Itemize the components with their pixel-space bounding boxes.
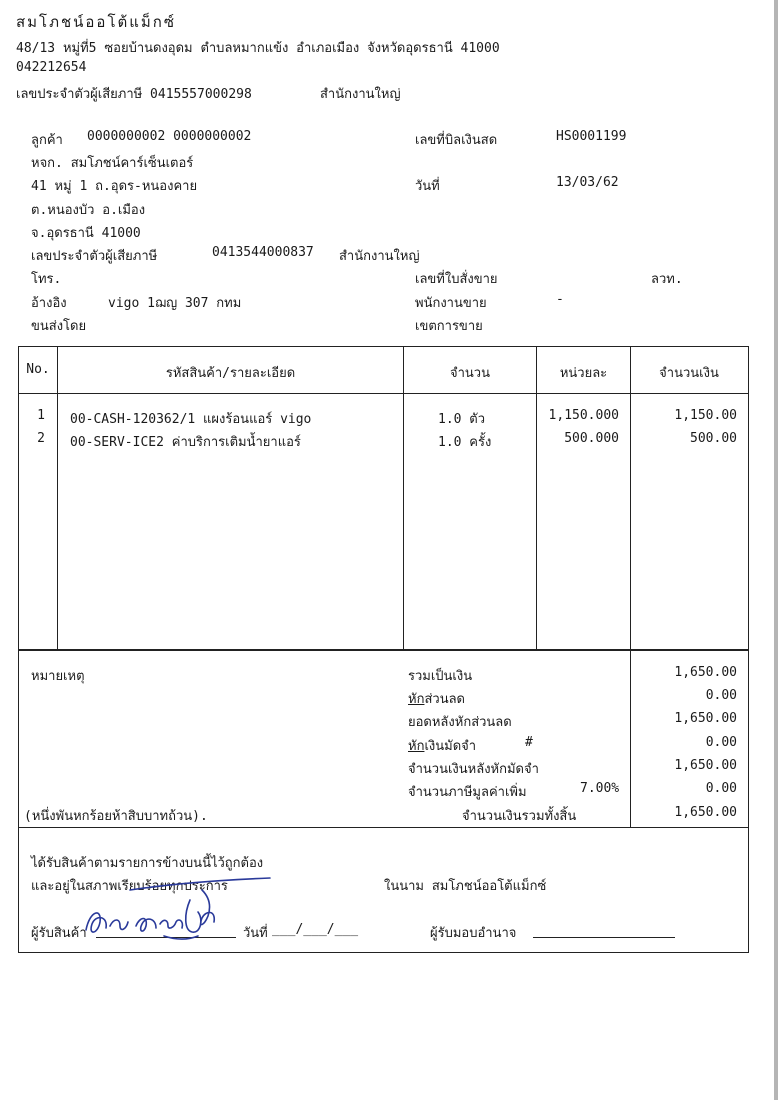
header-quantity: จำนวน: [450, 366, 490, 381]
row-quantity: 1.0 ตัว: [438, 412, 486, 427]
table-col-divider: [630, 346, 631, 649]
shipping-label: ขนส่งโดย: [31, 319, 87, 334]
customer-address-1: 41 หมู่ 1 ถ.อุดร-หนองคาย: [31, 179, 198, 194]
bill-date-label: วันที่: [415, 179, 440, 194]
salesman-label: พนักงานขาย: [415, 296, 487, 311]
table-col-divider: [403, 346, 404, 649]
customer-name: หจก. สมโภชน์คาร์เซ็นเตอร์: [31, 156, 194, 171]
vat-rate: 7.00%: [580, 781, 620, 796]
row-unit-price: 500.000: [564, 431, 619, 446]
items-table: [18, 346, 749, 650]
after-discount-value: 1,650.00: [674, 711, 737, 726]
deposit-value: 0.00: [705, 735, 737, 750]
reference-label: อ้างอิง: [31, 296, 67, 311]
discount-label-deduct: หัก: [408, 692, 425, 707]
vat-value: 0.00: [705, 781, 737, 796]
receive-date-blank: ___/___/___: [272, 922, 359, 937]
customer-address-3: จ.อุดรธานี 41000: [31, 226, 141, 241]
customer-tax-label: เลขประจำตัวผู้เสียภาษี: [31, 249, 158, 264]
reference-value: vigo 1ฌญ 307 กทม: [108, 296, 242, 311]
bill-number: HS0001199: [556, 129, 627, 144]
after-discount-label: ยอดหลังหักส่วนลด: [408, 715, 512, 730]
header-amount: จำนวนเงิน: [659, 366, 719, 381]
sales-area-label: เขตการขาย: [415, 319, 483, 334]
customer-address-2: ต.หนองบัว อ.เมือง: [31, 203, 146, 218]
row-no: 1: [37, 408, 45, 423]
table-header-divider: [18, 393, 749, 394]
after-deposit-label: จำนวนเงินหลังหักมัดจำ: [408, 762, 539, 777]
on-behalf-of: ในนาม สมโภชน์ออโต้แม็กซ์: [384, 879, 547, 894]
company-tax-id: เลขประจำตัวผู้เสียภาษี 0415557000298: [16, 87, 252, 102]
row-description: 00-CASH-120362/1 แผงร้อนแอร์ vigo: [70, 412, 312, 427]
customer-tax-id: 0413544000837: [212, 245, 314, 260]
discount-label: [408, 688, 465, 709]
after-deposit-value: 1,650.00: [674, 758, 737, 773]
header-unit-price: หน่วยละ: [559, 366, 608, 381]
authorized-signature-line: [533, 937, 675, 938]
deposit-label-text: เงินมัดจำ: [424, 739, 477, 754]
company-name: สมโภชน์ออโต้แม็กซ์: [16, 13, 177, 31]
handwritten-signature: [80, 870, 280, 950]
grand-total-label: จำนวนเงินรวมทั้งสิ้น: [462, 809, 577, 824]
received-statement-1: ได้รับสินค้าตามรายการข้างบนนี้ไว้ถูกต้อง: [31, 856, 264, 871]
row-amount: 500.00: [690, 431, 737, 446]
bill-date: 13/03/62: [556, 175, 619, 190]
discount-value: 0.00: [705, 688, 737, 703]
company-phone: 042212654: [16, 60, 87, 75]
order-number-label: เลขที่ใบสั่งขาย: [415, 272, 498, 287]
receive-date-label: วันที่: [243, 926, 268, 941]
grand-total-value: 1,650.00: [674, 805, 737, 820]
row-amount: 1,150.00: [674, 408, 737, 423]
amount-in-words: (หนึ่งพันหกร้อยห้าสิบบาทถ้วน).: [24, 809, 208, 824]
customer-label: ลูกค้า: [31, 133, 63, 148]
receiver-label: ผู้รับสินค้า: [31, 926, 87, 941]
deposit-hash: #: [525, 735, 533, 750]
table-col-divider: [57, 346, 58, 649]
subtotal-value: 1,650.00: [674, 665, 737, 680]
scan-edge: [774, 0, 778, 1100]
received-statement-2: และอยู่ในสภาพเรียบร้อยทุกประการ: [31, 879, 228, 894]
authorized-label: ผู้รับมอบอำนาจ: [430, 926, 517, 941]
ltw-label: ลวท.: [651, 272, 683, 287]
customer-code: 0000000002 0000000002: [87, 129, 252, 144]
bill-number-label: เลขที่บิลเงินสด: [415, 133, 498, 148]
row-unit-price: 1,150.000: [548, 408, 619, 423]
vat-label: จำนวนภาษีมูลค่าเพิ่ม: [408, 785, 527, 800]
row-no: 2: [37, 431, 45, 446]
row-description: 00-SERV-ICE2 ค่าบริการเติมน้ำยาแอร์: [70, 435, 301, 450]
deposit-label-deduct: หัก: [408, 739, 425, 754]
subtotal-label: รวมเป็นเงิน: [408, 669, 473, 684]
table-col-divider: [536, 346, 537, 649]
company-branch: สำนักงานใหญ่: [320, 87, 401, 102]
header-no: No.: [26, 362, 50, 377]
footer-divider: [18, 827, 749, 828]
deposit-label: [408, 735, 476, 756]
row-quantity: 1.0 ครั้ง: [438, 435, 492, 450]
header-description: รหัสสินค้า/รายละเอียด: [165, 366, 296, 381]
company-address: 48/13 หมู่ที่5 ซอยบ้านดงอุดม ตำบลหมากแข้ง อำเภอเมือง จังหวัดอุดรธานี 41000: [16, 41, 500, 56]
discount-label-text: ส่วนลด: [424, 692, 465, 707]
customer-branch: สำนักงานใหญ่: [339, 249, 420, 264]
customer-tel-label: โทร.: [31, 272, 62, 287]
remark-label: หมายเหตุ: [31, 669, 85, 684]
salesman-value: -: [556, 292, 564, 307]
